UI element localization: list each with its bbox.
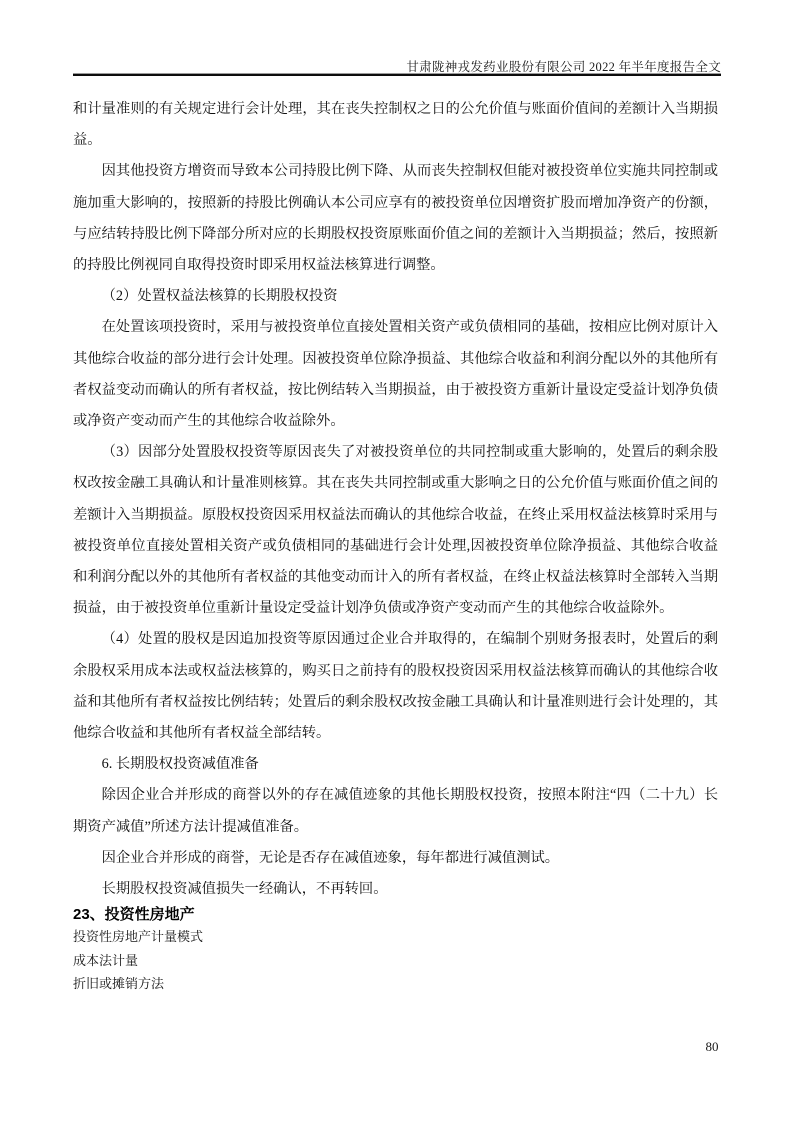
paragraph: （3）因部分处置股权投资等原因丧失了对被投资单位的共同控制或重大影响的，处置后的剩余股权改按金融工具确认和计量准则核算。其在丧失共同控制或重大影响之日的公允价值与账面价值之间的差额计入当期损益。原股权投资因采用权益法而确认的其他综合收益，在终止采用权益法核算时采用与被投资单位直接处置相关资产或负债相同的基础进行会计处理,因被投资单位除净损益、其他综合收益和利润分配以外的其他所有者权益的其他变动而计入的所有者权益，在终止权益法核算时全部转入当期损益，由于被投资单位重新计量设定受益计划净负债或净资产变动而产生的其他综合收益除外。: [73, 444, 718, 617]
subsection-line: 投资性房地产计量模式: [73, 929, 204, 945]
section-heading-investment-property: 23、投资性房地产: [73, 906, 195, 924]
paragraph: 因企业合并形成的商誉，无论是否存在减值迹象，每年都进行减值测试。: [101, 849, 560, 866]
paragraph: 除因企业合并形成的商誉以外的存在减值迹象的其他长期股权投资，按照本附注“四（二十九）长期资产减值”所述方法计提减值准备。: [73, 787, 718, 835]
subsection-line: 成本法计量: [73, 952, 139, 968]
paragraph: 和计量准则的有关规定进行会计处理，其在丧失控制权之日的公允价值与账面价值间的差额计入当期损益。: [73, 101, 718, 149]
page-number: 80: [705, 1039, 719, 1054]
paragraph: 6. 长期股权投资减值准备: [101, 756, 259, 773]
page-header-title: 甘肃陇神戎发药业股份有限公司 2022 年半年度报告全文: [406, 60, 721, 74]
header-divider: [73, 73, 721, 76]
paragraph: 长期股权投资减值损失一经确认，不再转回。: [101, 881, 388, 898]
paragraph: （2）处置权益法核算的长期股权投资: [101, 288, 338, 305]
paragraph: （4）处置的股权是因追加投资等原因通过企业合并取得的，在编制个别财务报表时，处置后的剩余股权采用成本法或权益法核算的，购买日之前持有的股权投资因采用权益法核算而确认的其他综合收益和其他所有者权益按比例结转；处置后的剩余股权改按金融工具确认和计量准则进行会计处理的，其他综合收益和其他所有者权益全部结转。: [73, 631, 718, 742]
paragraph: 因其他投资方增资而导致本公司持股比例下降、从而丧失控制权但能对被投资单位实施共同控制或施加重大影响的，按照新的持股比例确认本公司应享有的被投资单位因增资扩股而增加净资产的份额，与应结转持股比例下降部分所对应的长期股权投资原账面价值之间的差额计入当期损益；然后，按照新的持股比例视同自取得投资时即采用权益法核算进行调整。: [73, 163, 718, 274]
paragraph: 在处置该项投资时，采用与被投资单位直接处置相关资产或负债相同的基础，按相应比例对原计入其他综合收益的部分进行会计处理。因被投资单位除净损益、其他综合收益和利润分配以外的其他所有者权益变动而确认的所有者权益，按比例结转入当期损益，由于被投资方重新计量设定受益计划净负债或净资产变动而产生的其他综合收益除外。: [73, 319, 718, 430]
subsection-line: 折旧或摊销方法: [73, 976, 165, 992]
document-body: [73, 94, 718, 996]
